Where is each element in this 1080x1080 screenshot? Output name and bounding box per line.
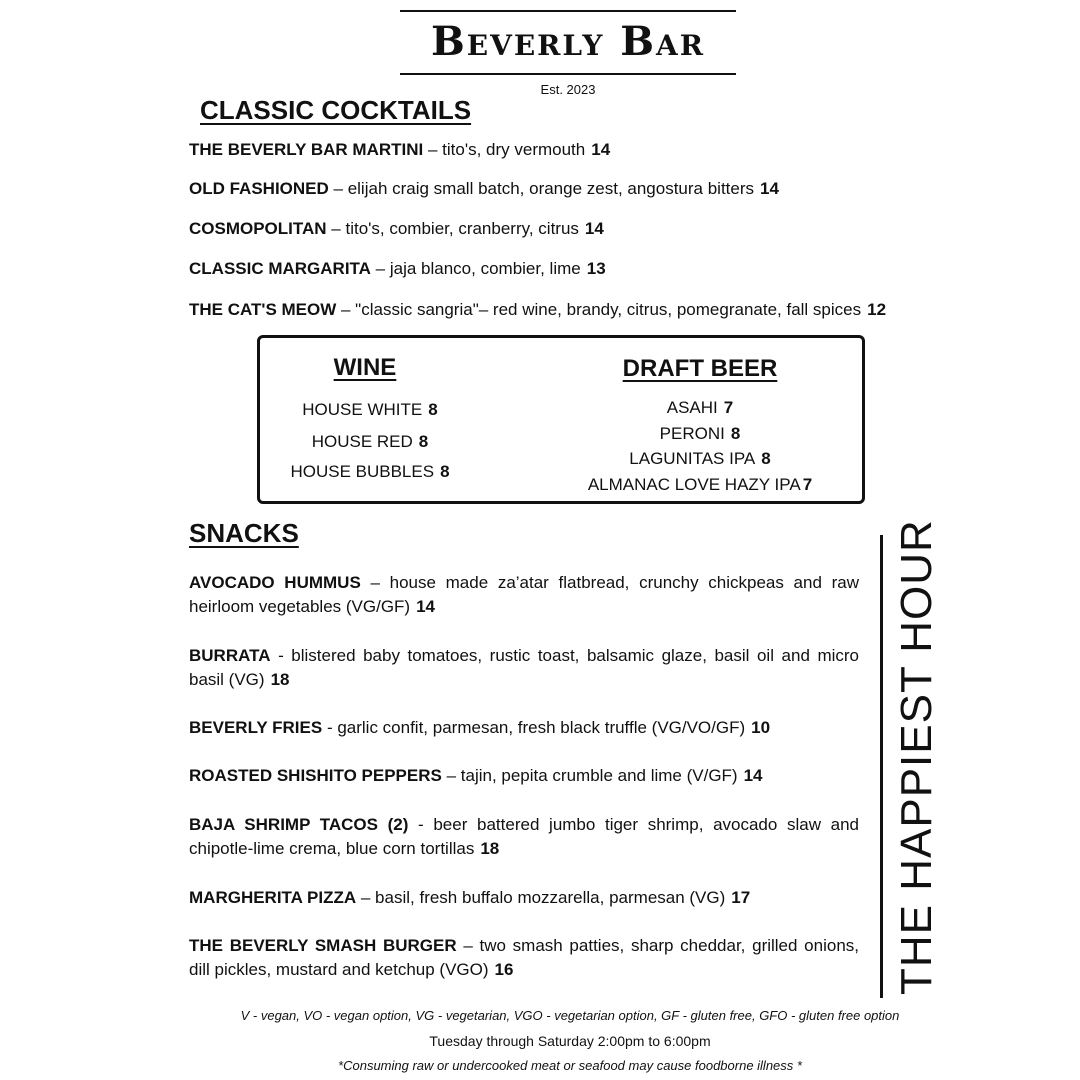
- snack-name: MARGHERITA PIZZA: [189, 888, 357, 907]
- snack-price: 16: [494, 960, 514, 979]
- snack-name: BURRATA: [189, 646, 271, 665]
- brand-title: Beverly Bar: [430, 18, 706, 65]
- header-bottom-rule: [400, 73, 736, 75]
- beer-name: ASAHI: [666, 398, 718, 417]
- snack-price: 14: [743, 766, 763, 785]
- snacks-heading: SNACKS: [189, 518, 299, 548]
- beer-item: [570, 424, 830, 444]
- beer-price: 8: [730, 424, 741, 443]
- cocktail-item: [189, 300, 886, 320]
- snack-item: [189, 716, 859, 740]
- snack-item: [189, 571, 859, 619]
- snack-desc: – basil, fresh buffalo mozzarella, parmesan (VG): [356, 888, 726, 907]
- snack-desc: - blistered baby tomatoes, rustic toast, balsamic glaze, basil oil and micro basil (VG): [189, 646, 859, 689]
- wine-name: HOUSE WHITE: [302, 400, 423, 419]
- snack-item: [189, 764, 859, 788]
- dietary-legend: V - vegan, VO - vegan option, VG - vegetarian, VGO - vegetarian option, GF - gluten free, GFO - gluten free option: [240, 1008, 900, 1023]
- cocktail-name: COSMOPOLITAN: [189, 219, 327, 238]
- beer-price: 7: [723, 398, 734, 417]
- hours-text: Tuesday through Saturday 2:00pm to 6:00pm: [429, 1033, 711, 1049]
- snack-name: ROASTED SHISHITO PEPPERS: [189, 766, 442, 785]
- wine-price: 8: [440, 462, 450, 481]
- wine-item: [280, 432, 460, 452]
- snack-price: 18: [480, 839, 500, 858]
- beer-name: PERONI: [659, 424, 725, 443]
- cocktail-name: THE BEVERLY BAR MARTINI: [189, 140, 424, 159]
- side-divider-line: [880, 535, 883, 998]
- cocktail-item: [189, 219, 604, 239]
- drinks-box: [257, 335, 865, 504]
- side-title: THE HAPPIEST HOUR: [892, 519, 941, 995]
- beer-item: [570, 449, 830, 469]
- beer-item: [570, 398, 830, 418]
- snack-desc: – tajin, pepita crumble and lime (V/GF): [441, 766, 738, 785]
- snack-name: BAJA SHRIMP TACOS (2): [189, 815, 409, 834]
- wine-name: HOUSE BUBBLES: [290, 462, 435, 481]
- cocktail-name: OLD FASHIONED: [189, 179, 329, 198]
- wine-price: 8: [418, 432, 429, 451]
- snack-name: THE BEVERLY SMASH BURGER: [189, 936, 457, 955]
- snack-price: 14: [416, 597, 436, 616]
- snack-desc: – house made za’atar flatbread, crunchy chickpeas and raw heirloom vegetables (VG/GF): [189, 573, 859, 616]
- cocktail-desc: – elijah craig small batch, orange zest, angostura bitters: [328, 179, 755, 198]
- snack-name: AVOCADO HUMMUS: [189, 573, 361, 592]
- snack-desc: - beer battered jumbo tiger shrimp, avocado slaw and chipotle-lime crema, blue corn tortillas: [189, 815, 859, 858]
- cocktail-item: [189, 179, 779, 199]
- cocktail-desc: – tito's, combier, cranberry, citrus: [326, 219, 579, 238]
- beer-price: 8: [761, 449, 771, 468]
- cocktail-price: 12: [867, 300, 887, 319]
- cocktails-heading: CLASSIC COCKTAILS: [200, 95, 472, 125]
- snack-price: 10: [751, 718, 771, 737]
- beer-heading: DRAFT BEER: [622, 355, 778, 382]
- wine-name: HOUSE RED: [311, 432, 413, 451]
- cocktail-item: [189, 259, 606, 279]
- cocktail-price: 14: [584, 219, 604, 238]
- cocktail-price: 14: [591, 140, 611, 159]
- cocktail-desc: – "classic sangria"– red wine, brandy, citrus, pomegranate, fall spices: [336, 300, 862, 319]
- beer-name: ALMANAC LOVE HAZY IPA: [587, 475, 801, 494]
- snack-item: [189, 934, 859, 982]
- snack-item: [189, 813, 859, 861]
- cocktail-name: THE CAT'S MEOW: [189, 300, 337, 319]
- cocktail-price: 13: [586, 259, 606, 278]
- cocktail-price: 14: [760, 179, 779, 198]
- beer-item: [560, 475, 840, 495]
- cocktail-item: [189, 140, 610, 160]
- beer-price: 7: [802, 475, 813, 494]
- food-warning: *Consuming raw or undercooked meat or seafood may cause foodborne illness *: [338, 1058, 802, 1073]
- wine-price: 8: [428, 400, 438, 419]
- header-top-rule: [400, 10, 736, 12]
- cocktail-name: CLASSIC MARGARITA: [189, 259, 371, 278]
- wine-heading: WINE: [333, 354, 397, 381]
- established-text: Est. 2023: [540, 82, 596, 97]
- snack-name: BEVERLY FRIES: [189, 718, 323, 737]
- snack-desc: – two smash patties, sharp cheddar, grilled onions, dill pickles, mustard and ketchup (VGO): [189, 936, 859, 979]
- snack-price: 17: [731, 888, 751, 907]
- beer-name: LAGUNITAS IPA: [629, 449, 756, 468]
- cocktail-desc: – tito's, dry vermouth: [423, 140, 586, 159]
- wine-item: [280, 400, 460, 420]
- wine-item: [280, 462, 460, 482]
- cocktail-desc: – jaja blanco, combier, lime: [370, 259, 581, 278]
- snack-price: 18: [270, 670, 290, 689]
- snack-item: [189, 886, 859, 910]
- snack-desc: - garlic confit, parmesan, fresh black truffle (VG/VO/GF): [322, 718, 746, 737]
- snack-item: [189, 644, 859, 692]
